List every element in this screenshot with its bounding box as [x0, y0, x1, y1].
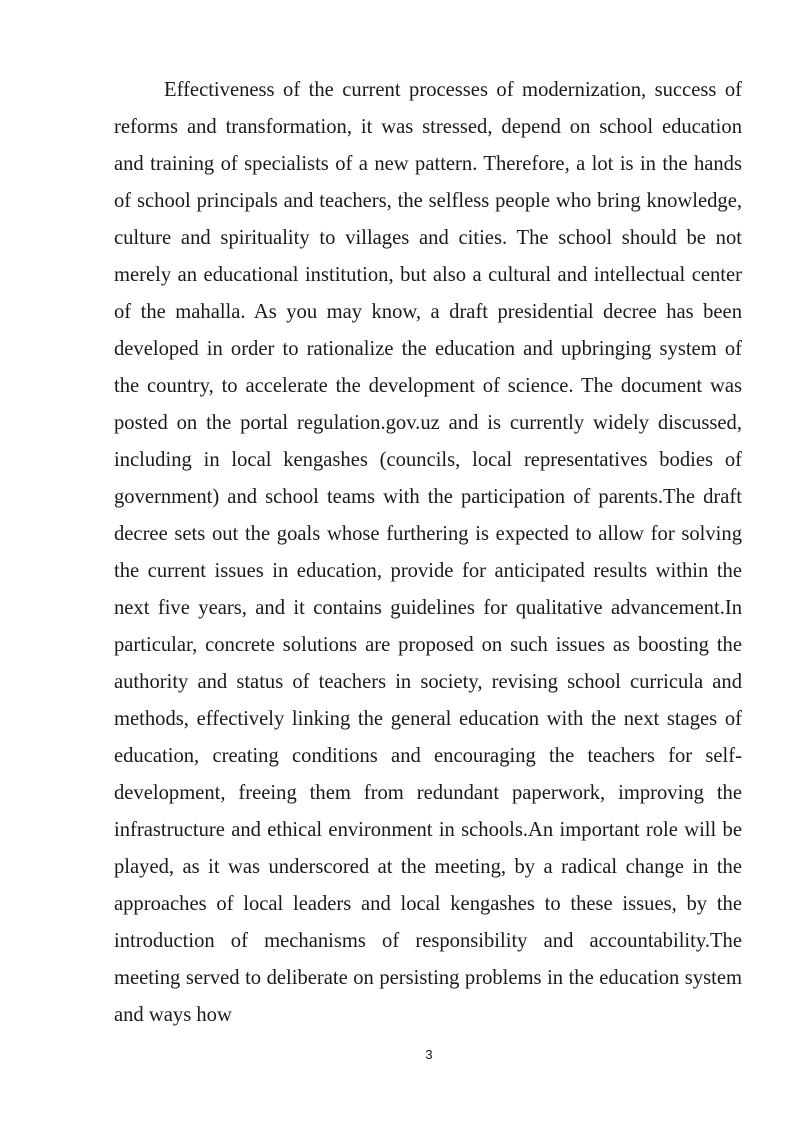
body-text [114, 72, 742, 1034]
page-number: 3 [425, 1047, 433, 1062]
paragraph: Effectiveness of the current processes of modernization, success of reforms and transformation, it was stressed, depend on school education and training of specialists of a new pattern. Therefore, a lot is in the hands of school principals and teachers, the selfless people who bring knowledge, culture and spirituality to villages and cities. The school should be not merely an educational institution, but also a cultural and intellectual center of the mahalla. As you may know, a draft presidential decree has been developed in order to rationalize the education and upbringing system of the country, to accelerate the development of science. The document was posted on the portal regulation.gov.uz and is currently widely discussed, including in local kengashes (councils, local representatives bodies of government) and school teams with the participation of parents.The draft decree sets out the goals whose furthering is expected to allow for solving the current issues in education, provide for anticipated results within the next five years, and it contains guidelines for qualitative advancement.In particular, concrete solutions are proposed on such issues as boosting the authority and status of teachers in society, revising school curricula and methods, effectively linking the general education with the next stages of education, creating conditions and encouraging the teachers for self-development, freeing them from redundant paperwork, improving the infrastructure and ethical environment in schools.An important role will be played, as it was underscored at the meeting, by a radical change in the approaches of local leaders and local kengashes to these issues, by the introduction of mechanisms of responsibility and accountability.The meeting served to deliberate on persisting problems in the education system and ways how [114, 79, 742, 1026]
